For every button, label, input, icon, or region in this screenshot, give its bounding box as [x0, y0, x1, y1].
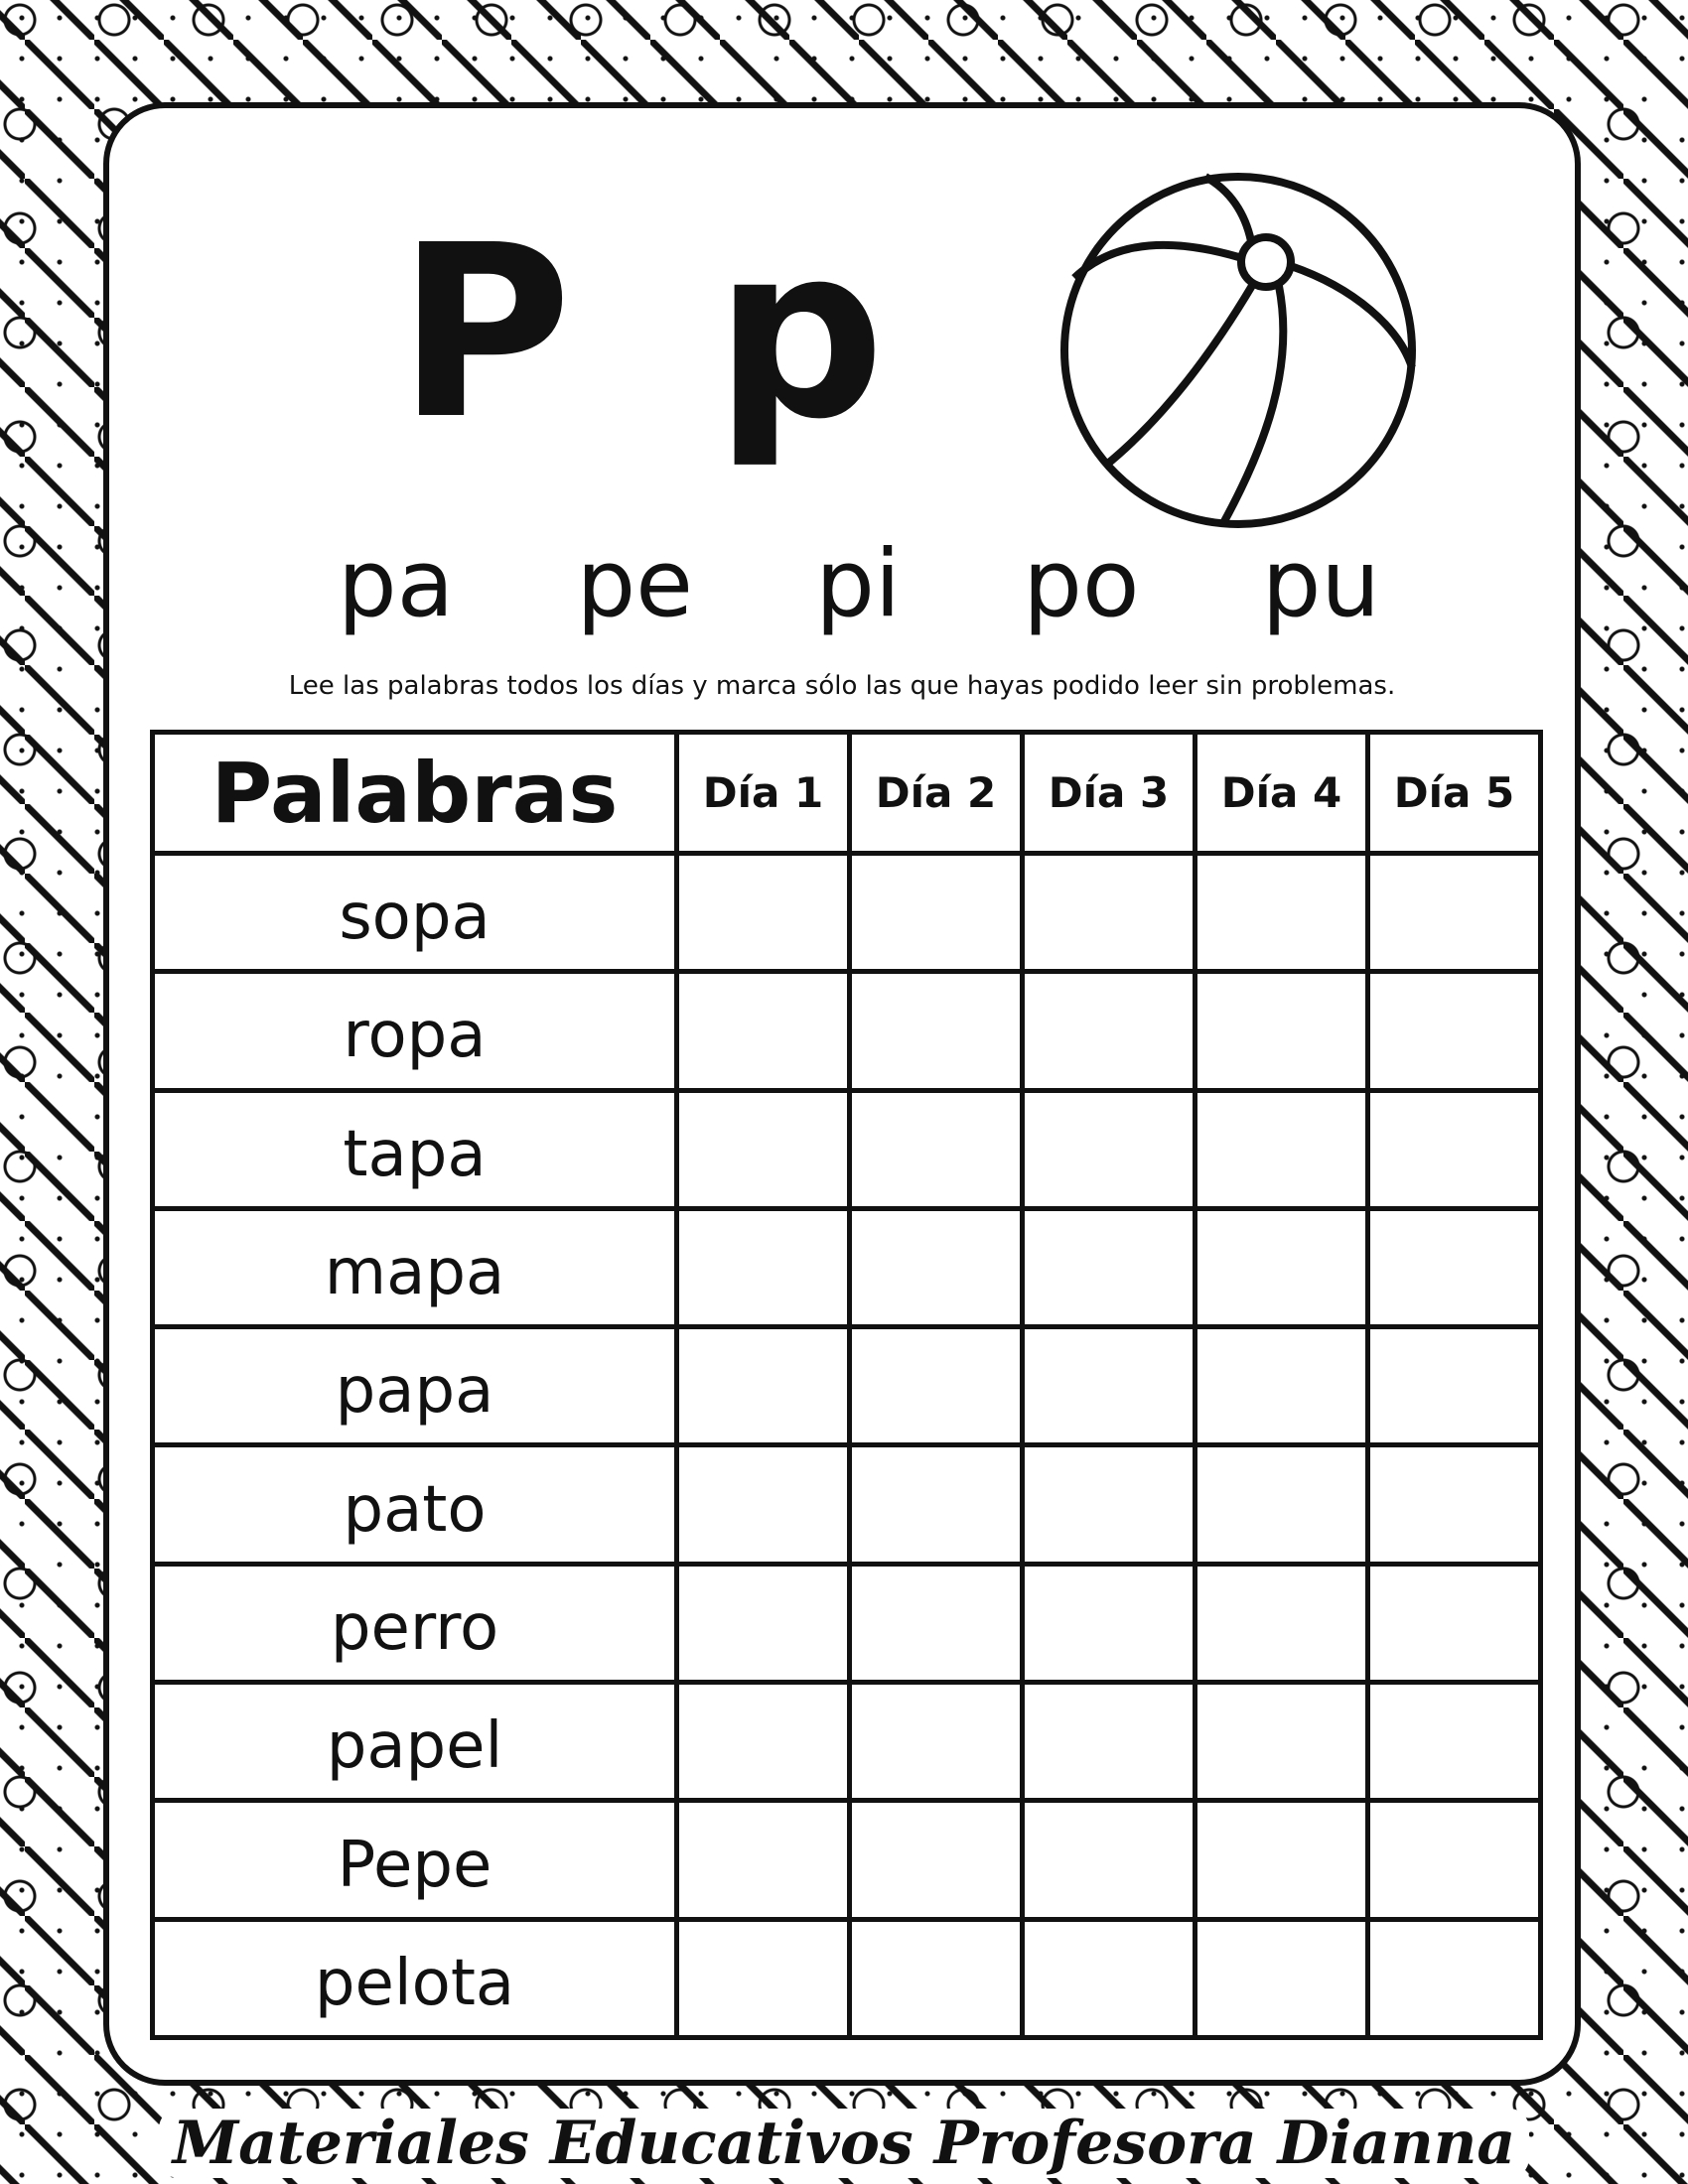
check-cell[interactable] [1196, 1801, 1368, 1919]
day-column-header: Día 4 [1196, 733, 1368, 854]
check-cell[interactable] [1196, 854, 1368, 972]
reading-tracker-table [150, 730, 1543, 2040]
check-cell[interactable] [1368, 1208, 1541, 1326]
check-cell[interactable] [1196, 1208, 1368, 1326]
check-cell[interactable] [1023, 1445, 1196, 1564]
word-cell: perro [153, 1564, 677, 1682]
table-row [153, 1090, 1541, 1208]
check-cell[interactable] [1368, 1327, 1541, 1445]
check-cell[interactable] [1196, 1445, 1368, 1564]
check-cell[interactable] [850, 1801, 1023, 1919]
word-cell: sopa [153, 854, 677, 972]
table-row [153, 1683, 1541, 1801]
table-row [153, 1327, 1541, 1445]
check-cell[interactable] [677, 1564, 850, 1682]
syllable: pu [1261, 530, 1380, 638]
check-cell[interactable] [850, 1090, 1023, 1208]
table-row [153, 1801, 1541, 1919]
word-cell: pelota [153, 1919, 677, 2037]
check-cell[interactable] [1023, 1801, 1196, 1919]
word-cell: pato [153, 1445, 677, 1564]
instructions-text: Lee las palabras todos los días y marca sólo las que hayas podido leer sin problemas. [288, 671, 1396, 701]
check-cell[interactable] [850, 1445, 1023, 1564]
syllable: pi [815, 530, 902, 638]
word-cell: ropa [153, 972, 677, 1090]
syllable: pa [338, 530, 455, 638]
words-column-header: Palabras [153, 733, 677, 854]
check-cell[interactable] [1368, 1801, 1541, 1919]
check-cell[interactable] [677, 1801, 850, 1919]
footer [0, 2103, 1688, 2184]
check-cell[interactable] [850, 972, 1023, 1090]
word-cell: tapa [153, 1090, 677, 1208]
table-row [153, 1445, 1541, 1564]
check-cell[interactable] [1023, 1090, 1196, 1208]
check-cell[interactable] [1196, 1683, 1368, 1801]
check-cell[interactable] [850, 1327, 1023, 1445]
check-cell[interactable] [1023, 854, 1196, 972]
table-row [153, 972, 1541, 1090]
check-cell[interactable] [1023, 1208, 1196, 1326]
table-row [153, 1564, 1541, 1682]
word-cell: papa [153, 1327, 677, 1445]
day-column-header: Día 3 [1023, 733, 1196, 854]
word-cell: Pepe [153, 1801, 677, 1919]
footer-credit: Materiales Educativos Profesora Dianna [159, 2109, 1530, 2178]
check-cell[interactable] [1368, 1090, 1541, 1208]
check-cell[interactable] [1196, 1564, 1368, 1682]
day-column-header: Día 5 [1368, 733, 1541, 854]
day-column-header: Día 2 [850, 733, 1023, 854]
day-column-header: Día 1 [677, 733, 850, 854]
check-cell[interactable] [677, 1208, 850, 1326]
word-cell: mapa [153, 1208, 677, 1326]
syllable: po [1023, 530, 1140, 638]
table-header-row [153, 733, 1541, 854]
check-cell[interactable] [1368, 972, 1541, 1090]
check-cell[interactable] [1023, 1683, 1196, 1801]
check-cell[interactable] [1023, 972, 1196, 1090]
check-cell[interactable] [1023, 1564, 1196, 1682]
check-cell[interactable] [1368, 1919, 1541, 2037]
check-cell[interactable] [850, 1919, 1023, 2037]
letter-heading: P p [397, 194, 915, 472]
table-row [153, 1919, 1541, 2037]
check-cell[interactable] [1368, 1683, 1541, 1801]
check-cell[interactable] [1196, 1919, 1368, 2037]
syllable: pe [576, 530, 694, 638]
check-cell[interactable] [677, 972, 850, 1090]
check-cell[interactable] [850, 1683, 1023, 1801]
check-cell[interactable] [1196, 1327, 1368, 1445]
check-cell[interactable] [677, 1683, 850, 1801]
check-cell[interactable] [677, 1327, 850, 1445]
check-cell[interactable] [1368, 1445, 1541, 1564]
check-cell[interactable] [1023, 1919, 1196, 2037]
check-cell[interactable] [1023, 1327, 1196, 1445]
check-cell[interactable] [1196, 1090, 1368, 1208]
check-cell[interactable] [850, 854, 1023, 972]
word-cell: papel [153, 1683, 677, 1801]
syllable-row [338, 530, 1380, 638]
beach-ball-icon [1056, 169, 1420, 532]
check-cell[interactable] [677, 1445, 850, 1564]
check-cell[interactable] [850, 1564, 1023, 1682]
check-cell[interactable] [1368, 1564, 1541, 1682]
check-cell[interactable] [677, 1919, 850, 2037]
check-cell[interactable] [677, 1090, 850, 1208]
check-cell[interactable] [850, 1208, 1023, 1326]
check-cell[interactable] [677, 854, 850, 972]
check-cell[interactable] [1196, 972, 1368, 1090]
table-row [153, 1208, 1541, 1326]
check-cell[interactable] [1368, 854, 1541, 972]
table-row [153, 854, 1541, 972]
